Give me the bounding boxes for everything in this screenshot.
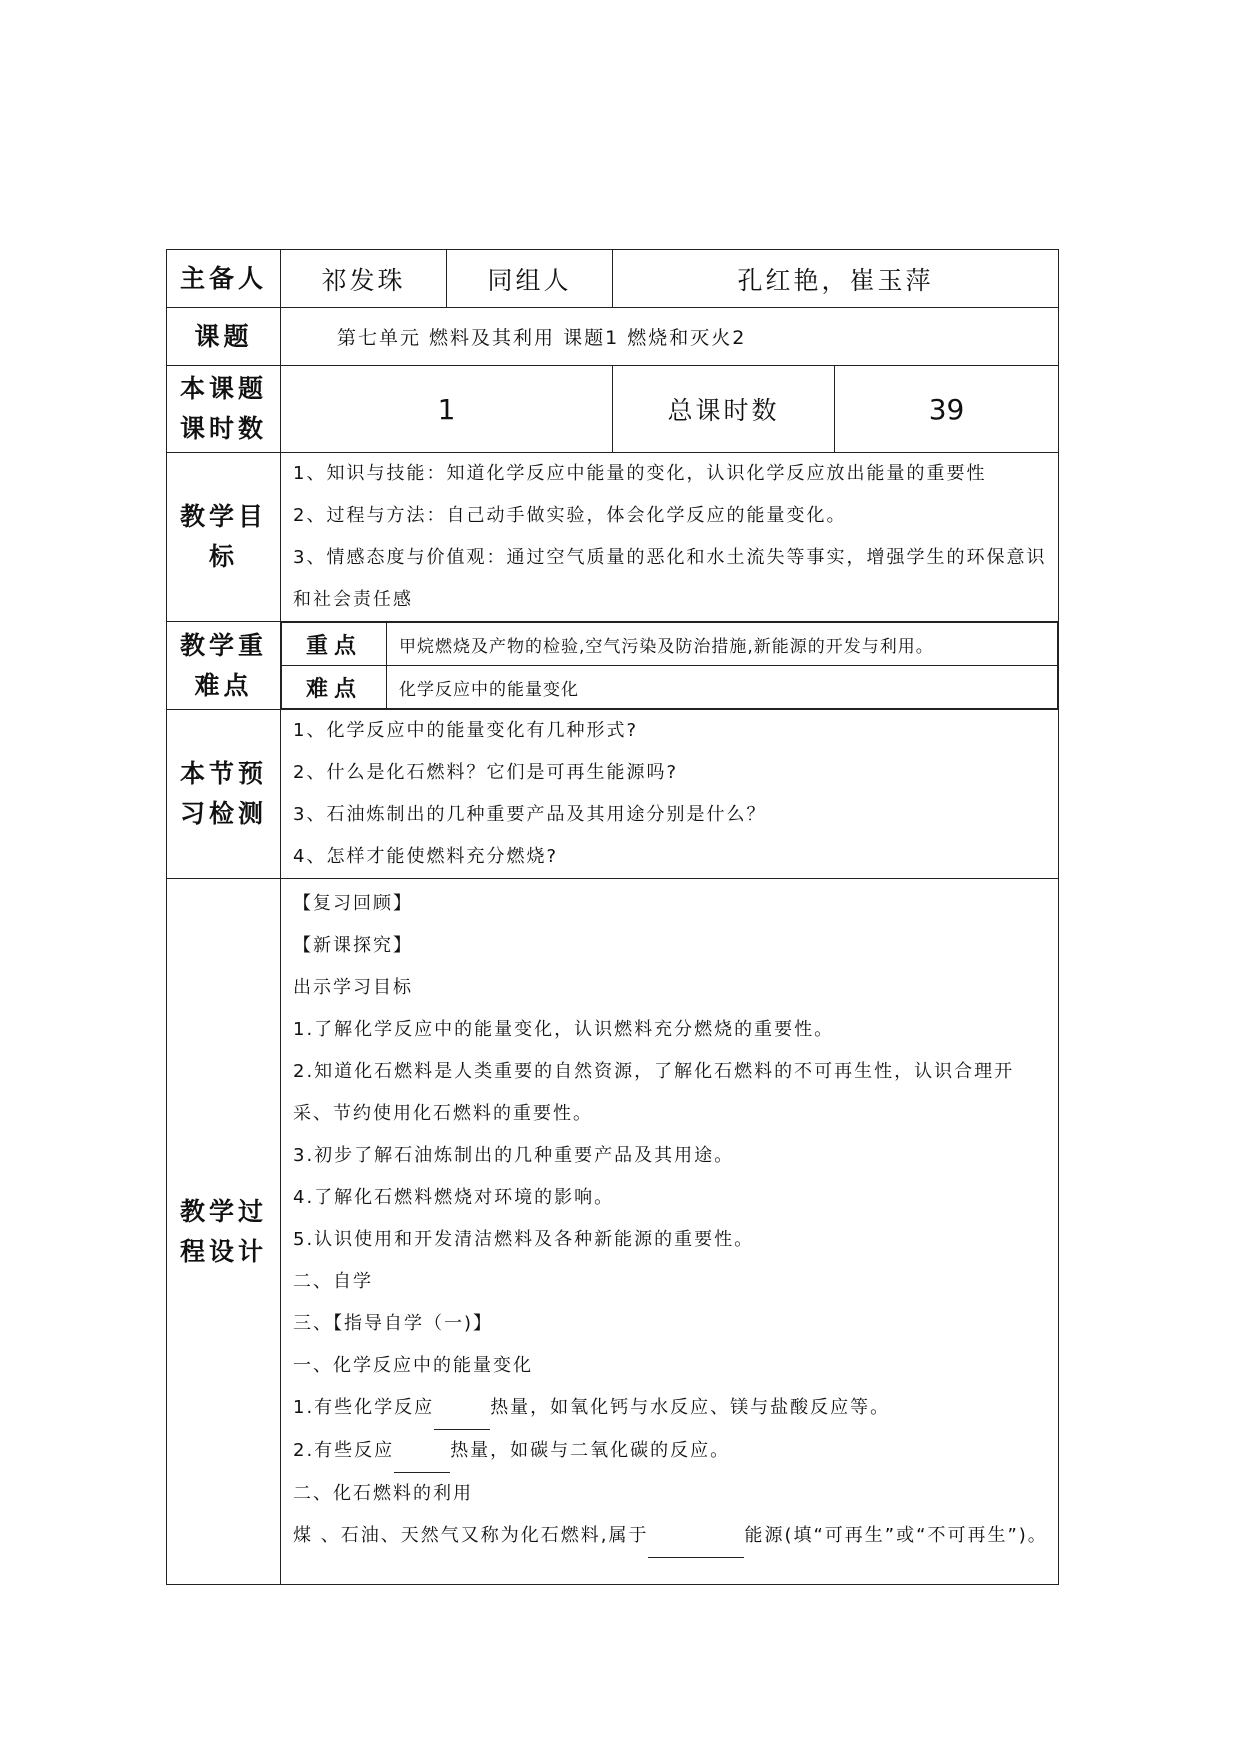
preparer-name: 祁发珠 [281, 250, 447, 308]
hours-value: 1 [281, 366, 613, 453]
difficulty-label: 难点 [282, 666, 387, 709]
process-section-title: 二、化石燃料的利用 [293, 1483, 473, 1504]
key-points-label: 教学重难点 [167, 622, 281, 710]
process-line: 【复习回顾】 [293, 893, 413, 914]
topic-row [167, 308, 1059, 366]
objectives-list [281, 453, 1059, 622]
fill-line-1: 1.有些化学反应 热量，如氧化钙与水反应、镁与盐酸反应等。 [293, 1387, 1050, 1430]
objective-item: 3、情感态度与价值观：通过空气质量的恶化和水土流失等事实，增强学生的环保意识和社会责任感 [293, 547, 1047, 610]
preview-item: 4、怎样才能使燃料充分燃烧? [293, 846, 559, 867]
process-line: 三、【指导自学（一)】 [293, 1313, 494, 1334]
preview-list [281, 710, 1059, 879]
lesson-plan-table [166, 249, 1059, 1585]
process-line: 1.了解化学反应中的能量变化，认识燃料充分燃烧的重要性。 [293, 1019, 835, 1040]
group-label: 同组人 [447, 250, 613, 308]
objectives-row [167, 453, 1059, 622]
group-members: 孔红艳，崔玉萍 [613, 250, 1059, 308]
preparer-label: 主备人 [167, 250, 281, 308]
process-line: 二、自学 [293, 1271, 373, 1292]
header-row [167, 250, 1059, 308]
lesson-plan-sheet [166, 249, 1058, 1585]
hours-row [167, 366, 1059, 453]
process-line: 2.知道化石燃料是人类重要的自然资源，了解化石燃料的不可再生性，认识合理开采、节约使用化石燃料的重要性。 [293, 1061, 1015, 1124]
topic-value: 第七单元 燃料及其利用 课题1 燃烧和灭火2 [281, 308, 1059, 366]
process-line: 5.认识使用和开发清洁燃料及各种新能源的重要性。 [293, 1229, 755, 1250]
process-label: 教学过程设计 [167, 879, 281, 1585]
key-points-cell [281, 622, 1059, 710]
difficulty-row [282, 666, 1058, 709]
focus-value: 甲烷燃烧及产物的检验,空气污染及防治措施,新能源的开发与利用。 [387, 623, 1058, 666]
key-points-row [167, 622, 1059, 710]
process-line: 一、化学反应中的能量变化 [293, 1355, 533, 1376]
fill-blank[interactable] [394, 1430, 450, 1473]
fill-line-2: 2.有些反应 热量，如碳与二氧化碳的反应。 [293, 1430, 1050, 1473]
objectives-label: 教学目标 [167, 453, 281, 622]
fill-blank[interactable] [434, 1387, 490, 1430]
objective-item: 1、知识与技能：知道化学反应中能量的变化，认识化学反应放出能量的重要性 [293, 463, 987, 484]
preview-label: 本节预习检测 [167, 710, 281, 879]
preview-item: 2、什么是化石燃料？它们是可再生能源吗? [293, 762, 679, 783]
fill-blank[interactable] [648, 1515, 744, 1558]
preview-row [167, 710, 1059, 879]
preview-item: 3、石油炼制出的几种重要产品及其用途分别是什么？ [293, 804, 767, 825]
total-hours-value: 39 [835, 366, 1059, 453]
topic-label: 课题 [167, 308, 281, 366]
process-line: 出示学习目标 [293, 977, 413, 998]
focus-row [282, 623, 1058, 666]
difficulty-value: 化学反应中的能量变化 [387, 666, 1058, 709]
process-line: 4.了解化石燃料燃烧对环境的影响。 [293, 1187, 615, 1208]
process-row [167, 879, 1059, 1585]
hours-label: 本课题课时数 [167, 366, 281, 453]
total-hours-label: 总课时数 [613, 366, 835, 453]
objective-item: 2、过程与方法：自己动手做实验，体会化学反应的能量变化。 [293, 505, 847, 526]
key-points-table [281, 622, 1058, 709]
process-line: 【新课探究】 [293, 935, 413, 956]
preview-item: 1、化学反应中的能量变化有几种形式? [293, 720, 639, 741]
process-line: 3.初步了解石油炼制出的几种重要产品及其用途。 [293, 1145, 735, 1166]
fill-line-3: 煤 、石油、天然气又称为化石燃料,属于 能源(填“可再生”或“不可再生”)。 [293, 1515, 1050, 1558]
process-content [281, 879, 1059, 1585]
focus-label: 重点 [282, 623, 387, 666]
